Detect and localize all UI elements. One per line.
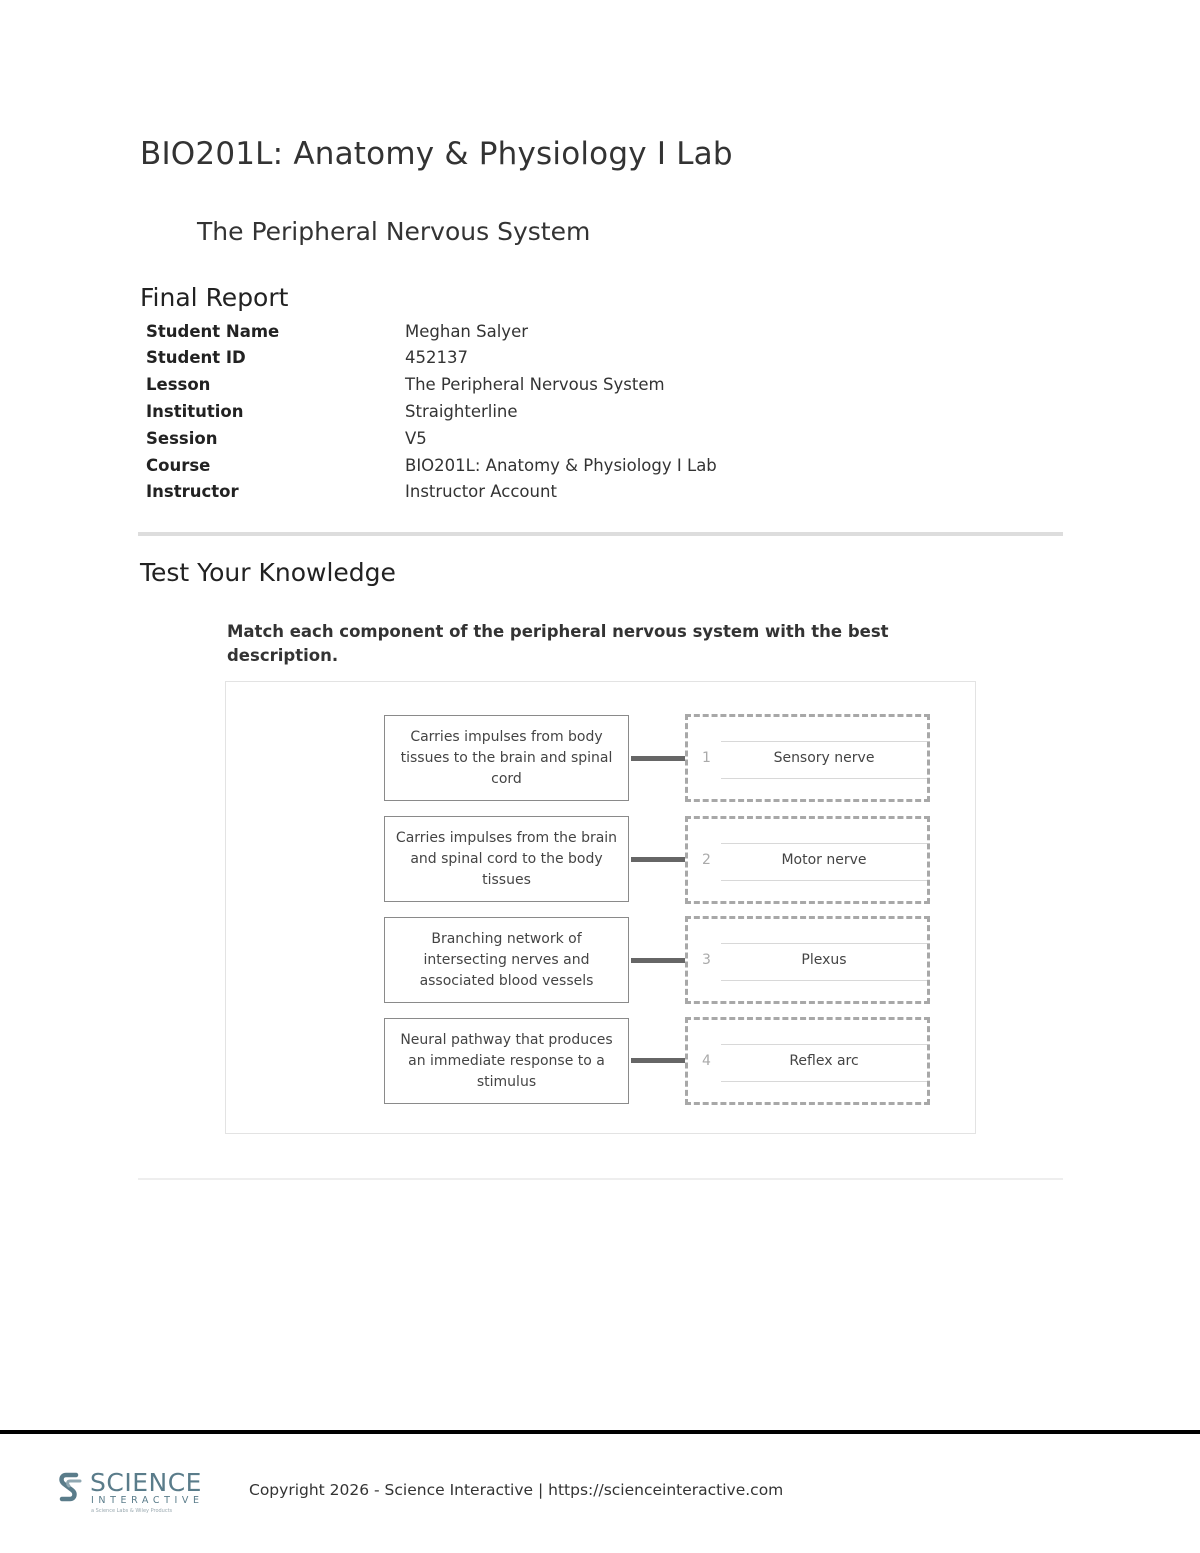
match-connector — [631, 857, 685, 862]
course-title: BIO201L: Anatomy & Physiology I Lab — [140, 136, 733, 172]
final-report-heading: Final Report — [140, 283, 289, 312]
question-prompt: Match each component of the peripheral nervous system with the best description. — [227, 622, 889, 665]
answer-label: Reflex arc — [789, 1053, 859, 1069]
description-text: Neural pathway that produces an immediate response to a stimulus — [400, 1031, 613, 1090]
answer-drop-slot[interactable] — [685, 816, 930, 904]
student-name-label: Student Name — [146, 322, 280, 341]
lesson-value: The Peripheral Nervous System — [405, 375, 665, 394]
section-end-divider — [138, 1178, 1063, 1180]
description-box — [384, 816, 629, 902]
instructor-value: Instructor Account — [405, 482, 557, 501]
slot-number: 3 — [702, 952, 711, 968]
logo-mark-icon — [58, 1472, 86, 1508]
course-value: BIO201L: Anatomy & Physiology I Lab — [405, 456, 717, 475]
session-value: V5 — [405, 429, 427, 448]
logo-subtitle: INTERACTIVE — [91, 1495, 204, 1506]
description-box — [384, 715, 629, 801]
footer-rule — [0, 1430, 1200, 1434]
section-divider — [138, 532, 1063, 536]
student-id-value: 452137 — [405, 348, 468, 367]
test-your-knowledge-heading: Test Your Knowledge — [140, 558, 396, 587]
logo-tagline: a Science Labs & Wiley Products — [91, 1508, 173, 1514]
instructor-label: Instructor — [146, 482, 239, 501]
answer-drop-slot[interactable] — [685, 1017, 930, 1105]
answer-label: Sensory nerve — [773, 750, 875, 766]
student-name-value: Meghan Salyer — [405, 322, 529, 341]
science-interactive-logo — [58, 1468, 208, 1518]
session-label: Session — [146, 429, 218, 448]
description-text: Branching network of intersecting nerves and associated blood vessels — [419, 930, 594, 989]
slot-number: 2 — [702, 852, 711, 868]
institution-value: Straighterline — [405, 402, 518, 421]
slot-number: 4 — [702, 1053, 711, 1069]
answer-label: Plexus — [801, 952, 847, 968]
slot-number: 1 — [702, 750, 711, 766]
match-connector — [631, 958, 685, 963]
course-label: Course — [146, 456, 211, 475]
footer-copyright: Copyright 2026 - Science Interactive | https://scienceinteractive.com — [249, 1481, 784, 1499]
answer-label: Motor nerve — [781, 852, 867, 868]
description-text: Carries impulses from the brain and spinal cord to the body tissues — [395, 829, 618, 888]
answer-drop-slot[interactable] — [685, 714, 930, 802]
answer-drop-slot[interactable] — [685, 916, 930, 1004]
lesson-title: The Peripheral Nervous System — [197, 217, 591, 246]
lesson-label: Lesson — [146, 375, 211, 394]
match-connector — [631, 1058, 685, 1063]
institution-label: Institution — [146, 402, 244, 421]
description-text: Carries impulses from body tissues to the brain and spinal cord — [400, 728, 613, 787]
description-box — [384, 917, 629, 1003]
logo-wordmark: SCIENCE — [90, 1468, 202, 1497]
match-connector — [631, 756, 685, 761]
description-box — [384, 1018, 629, 1104]
student-id-label: Student ID — [146, 348, 246, 367]
